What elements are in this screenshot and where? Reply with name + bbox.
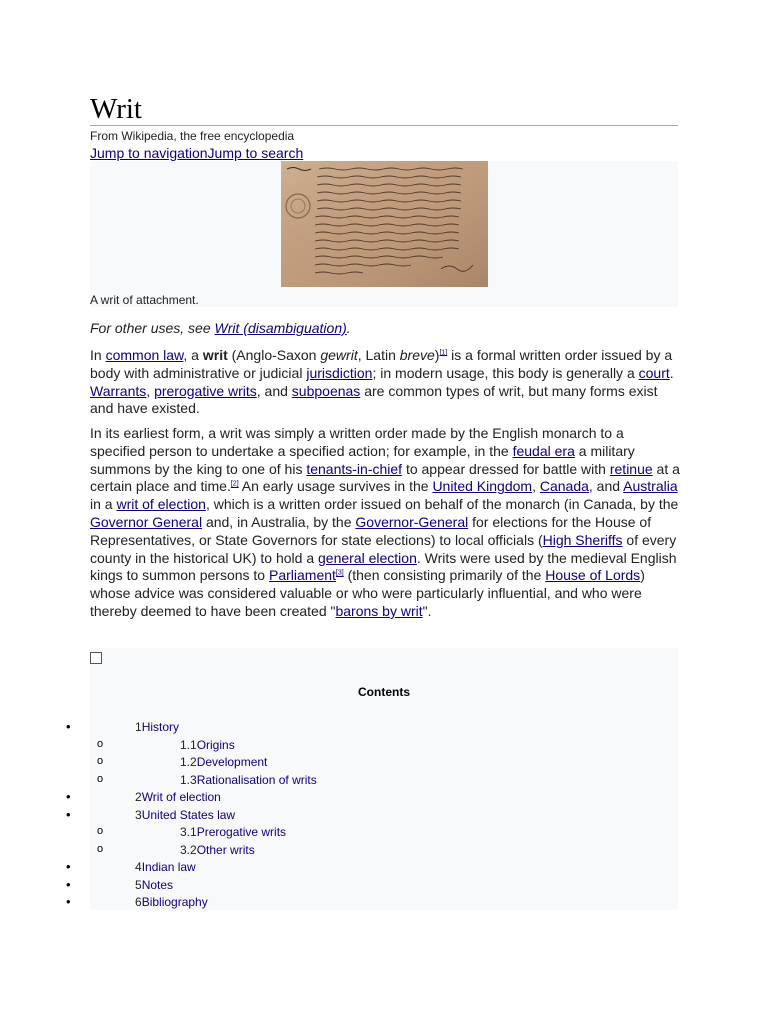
toc-link[interactable]: Development	[196, 755, 268, 769]
toc-item-bullet: •	[66, 789, 71, 804]
p1-text: .	[669, 364, 674, 381]
p2-text: ) whose advice was considered valuable or who were particularly influential, and who were thereby deemed to have been created "	[90, 567, 645, 619]
hatnote-prefix: For other uses, see	[90, 320, 215, 336]
reference-3-link[interactable]: [3]	[335, 569, 344, 577]
p2-text: and, in Australia, by the	[202, 513, 356, 530]
toc-entry[interactable]	[135, 878, 173, 892]
p1-text: , Latin	[357, 347, 400, 363]
disambiguation-link[interactable]: Writ (disambiguation)	[214, 320, 347, 336]
p1-text: , and	[256, 382, 292, 399]
toc-number: 1.1	[180, 737, 197, 752]
toc-number: 3	[135, 807, 142, 822]
site-tagline: From Wikipedia, the free encyclopedia	[90, 129, 295, 143]
warrants-link[interactable]: Warrants	[90, 382, 147, 399]
canada-link[interactable]: Canada	[539, 478, 589, 495]
jump-to-navigation-link[interactable]: Jump to navigation	[90, 145, 208, 161]
toc-subitem-bullet: o	[97, 737, 104, 750]
p2-text: , and	[588, 478, 624, 495]
toc-link[interactable]: Origins	[196, 737, 235, 752]
toc-entry[interactable]	[135, 790, 221, 804]
p2-text: . Writs were used by the medieval English kings to summon persons to	[90, 549, 677, 584]
toc-link[interactable]: Rationalisation of writs	[196, 772, 317, 787]
toc-entry[interactable]	[135, 895, 208, 909]
toc-number: 1.3	[180, 772, 197, 787]
p2-text: to appear dressed for battle with	[402, 460, 610, 477]
toc-number: 1.2	[180, 755, 197, 769]
toc-item-bullet: •	[66, 859, 71, 874]
toc-entry[interactable]	[180, 755, 267, 769]
p1-text: ,	[146, 382, 155, 399]
house-of-lords-link[interactable]: House of Lords	[545, 567, 641, 584]
toc-number: 2	[135, 790, 142, 804]
toc-entry[interactable]	[135, 808, 235, 822]
p1-text: ; in modern usage, this body is generally a	[372, 364, 639, 381]
p2-text: a military summons by the king to one of his	[90, 442, 635, 477]
p2-text: for elections for the House of Representatives, or State Governors for state elections) to local officials (	[90, 513, 652, 548]
retinue-link[interactable]: retinue	[609, 460, 653, 477]
p1-text: In	[90, 347, 106, 363]
toc-subitem-bullet: o	[97, 842, 104, 855]
p2-text: in a	[90, 496, 117, 513]
toc-item-bullet: •	[66, 894, 71, 909]
p1-text: (Anglo-Saxon	[227, 347, 321, 363]
manuscript-illustration	[281, 161, 488, 287]
figure-caption: A writ of attachment.	[90, 293, 199, 307]
court-link[interactable]: court	[638, 364, 670, 381]
australia-link[interactable]: Australia	[623, 478, 678, 495]
general-election-link[interactable]: general election	[318, 549, 417, 566]
p2-text: ,	[532, 478, 540, 495]
toc-link[interactable]: History	[141, 720, 180, 734]
united-kingdom-link[interactable]: United Kingdom	[432, 478, 533, 495]
toc-item-bullet: •	[66, 806, 71, 822]
page-title: Writ	[90, 93, 142, 125]
p2-text: of every county in the historical UK) to hold a	[90, 531, 677, 566]
p1-text: are common types of writ, but many forms exist and have existed.	[90, 382, 658, 417]
toc-item-bullet: •	[66, 719, 71, 734]
toc-subitem-bullet: o	[97, 755, 104, 767]
reference-1-link[interactable]: [1]	[439, 349, 448, 357]
toc-link[interactable]: Other writs	[196, 842, 255, 857]
parliament-link[interactable]: Parliament	[268, 567, 336, 584]
governor-general-australia-link[interactable]: Governor-General	[355, 513, 469, 530]
p2-text: ".	[422, 602, 432, 619]
governor-general-canada-link[interactable]: Governor General	[90, 513, 203, 530]
prerogative-writs-link[interactable]: prerogative writs	[154, 382, 257, 399]
p1-text: is a formal written order issued by a body with administrative or judicial	[90, 347, 673, 381]
intro-paragraph-2	[90, 425, 682, 621]
toc-number: 1	[135, 720, 142, 734]
toc-number: 3.2	[180, 842, 197, 857]
gewrit-term: gewrit	[320, 347, 358, 363]
p2-text: An early usage survives in the	[238, 478, 433, 495]
p2-text: at a certain place and time.	[90, 460, 680, 495]
toc-number: 6	[135, 895, 142, 909]
p2-text: (then consisting primarily of the	[343, 567, 546, 584]
toc-subitem-bullet: o	[97, 825, 104, 837]
p1-text: , a	[183, 347, 203, 363]
toc-link[interactable]: Bibliography	[141, 895, 208, 909]
p2-text: In its earliest form, a writ was simply a written order made by the English monarch to a specified person to undertake a specified action; for example, in the	[90, 425, 624, 459]
jump-links	[90, 145, 303, 161]
hatnote-suffix: .	[346, 320, 351, 336]
tenants-in-chief-link[interactable]: tenants-in-chief	[306, 460, 403, 477]
writ-of-election-link[interactable]: writ of election	[116, 496, 206, 513]
toc-entry[interactable]	[180, 773, 317, 787]
toc-toggle-checkbox[interactable]	[90, 652, 102, 664]
p1-text: )	[434, 347, 440, 363]
feudal-era-link[interactable]: feudal era	[512, 442, 575, 459]
toc-title: Contents	[358, 685, 410, 699]
jump-to-search-link[interactable]: Jump to search	[207, 145, 304, 161]
breve-term: breve	[399, 347, 435, 363]
intro-paragraph-1	[90, 347, 682, 418]
toc-entry[interactable]	[180, 843, 255, 857]
reference-2-link[interactable]: [2]	[230, 480, 239, 488]
toc-number: 5	[135, 877, 142, 892]
writ-term: writ	[202, 347, 228, 363]
toc-item-bullet: •	[66, 876, 71, 892]
p2-text: , which is a written order issued on behalf of the monarch (in Canada, by the	[205, 496, 679, 513]
toc-number: 3.1	[180, 825, 197, 839]
toc-link[interactable]: Writ of election	[141, 790, 221, 804]
title-divider	[90, 125, 678, 126]
toc-link[interactable]: Prerogative writs	[196, 825, 287, 839]
toc-entry[interactable]	[180, 825, 286, 839]
writ-document-image[interactable]	[281, 161, 488, 287]
toc-link[interactable]: United States law	[141, 807, 236, 822]
toc-entry[interactable]	[135, 720, 179, 734]
toc-number: 4	[135, 860, 142, 874]
high-sheriffs-link[interactable]: High Sheriffs	[542, 531, 623, 548]
hatnote	[90, 320, 682, 338]
toc-entry[interactable]	[135, 860, 196, 874]
barons-by-writ-link[interactable]: barons by writ	[335, 602, 423, 619]
toc-link[interactable]: Notes	[141, 877, 174, 892]
subpoenas-link[interactable]: subpoenas	[291, 382, 361, 399]
toc-subitem-bullet: o	[97, 772, 104, 785]
jurisdiction-link[interactable]: jurisdiction	[306, 364, 373, 381]
toc-entry[interactable]	[180, 738, 235, 752]
common-law-link[interactable]: common law	[105, 347, 184, 363]
toc-link[interactable]: Indian law	[141, 860, 196, 874]
